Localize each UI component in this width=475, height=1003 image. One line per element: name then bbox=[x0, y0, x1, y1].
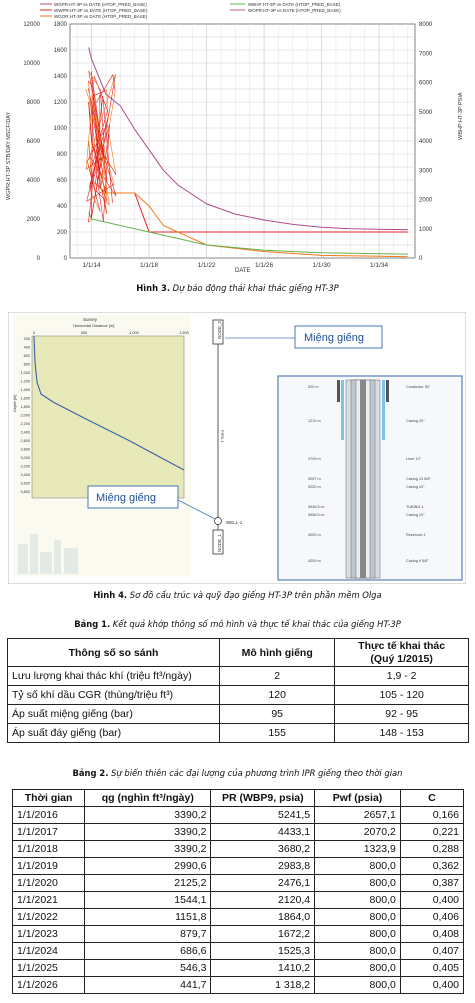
table-row bbox=[13, 977, 464, 994]
y-tick-label: 600 bbox=[56, 178, 67, 184]
y-tick-label: 10000 bbox=[23, 61, 40, 67]
y-tick-label: 7000 bbox=[419, 51, 433, 58]
table-cell: 1672,2 bbox=[211, 926, 315, 943]
table-cell: 2070,2 bbox=[315, 824, 401, 841]
x-tick-label: 1/1/30 bbox=[312, 262, 331, 269]
y-tick-label: 800 bbox=[56, 152, 67, 158]
x-tick-label: 1/1/34 bbox=[370, 262, 389, 269]
table-cell: 0,406 bbox=[400, 909, 463, 926]
y-tick-label: 0 bbox=[63, 256, 67, 262]
figure4-caption bbox=[0, 590, 475, 600]
y-tick-label: 1000 bbox=[419, 226, 433, 233]
well-component-label: TUBING-1 bbox=[406, 505, 424, 509]
table-cell: Lưu lượng khai thác khí (triệu ft³/ngày) bbox=[8, 667, 220, 686]
table-row bbox=[13, 960, 464, 977]
callout-bottom-text: Miệng giếng bbox=[96, 492, 156, 504]
table-row bbox=[13, 858, 464, 875]
survey-plot bbox=[12, 315, 191, 577]
header-line-1: Thực tế khai thác bbox=[358, 640, 446, 652]
survey-y-tick: 3,400 bbox=[20, 473, 30, 477]
table-cell: 1/1/2026 bbox=[13, 977, 85, 994]
table-cell: 1410,2 bbox=[211, 960, 315, 977]
survey-y-tick: 3,200 bbox=[20, 464, 30, 469]
table-cell: Áp suất đáy giếng (bar) bbox=[8, 724, 220, 743]
caption-label: Bảng 2. bbox=[72, 768, 109, 778]
well-component-label: Reservoir-1 bbox=[406, 533, 426, 537]
caption-label: Hình 4. bbox=[93, 590, 128, 600]
table-cell: 1/1/2023 bbox=[13, 926, 85, 943]
well-depth-label: 3250 m bbox=[308, 485, 321, 489]
table-cell: 0,400 bbox=[400, 977, 463, 994]
table-cell: 3390,2 bbox=[85, 807, 211, 824]
table-cell: 120 bbox=[220, 686, 335, 705]
table-cell: 0,288 bbox=[400, 841, 463, 858]
table-row bbox=[13, 943, 464, 960]
y-tick-label: 0 bbox=[419, 256, 423, 262]
survey-y-tick: 3,000 bbox=[20, 456, 30, 460]
survey-x-tick: 0 bbox=[32, 331, 36, 335]
table-cell: 800,0 bbox=[315, 977, 401, 994]
table-cell: 1/1/2021 bbox=[13, 892, 85, 909]
well-schematic-figure bbox=[8, 312, 466, 584]
table-cell: 0,400 bbox=[400, 892, 463, 909]
table-cell: 2120,4 bbox=[211, 892, 315, 909]
survey-subtitle: Horizontal Distance [m] bbox=[73, 323, 115, 328]
table-cell: 2990,6 bbox=[85, 858, 211, 875]
survey-y-tick: 3,600 bbox=[20, 481, 30, 486]
y-tick-label: 8000 bbox=[26, 100, 40, 106]
table-cell: 2983,8 bbox=[211, 858, 315, 875]
caption-label: Hình 3. bbox=[136, 283, 170, 293]
y-tick-label: 5000 bbox=[419, 109, 433, 116]
table-row bbox=[13, 841, 464, 858]
table-cell: 0,408 bbox=[400, 926, 463, 943]
node-2-label: NODE_2 bbox=[217, 320, 222, 339]
column-header: Thông số so sánh bbox=[8, 639, 220, 667]
figure3-caption bbox=[0, 283, 475, 293]
table-cell: 1525,3 bbox=[211, 943, 315, 960]
table-cell: 1/1/2025 bbox=[13, 960, 85, 977]
table-cell: 546,3 bbox=[85, 960, 211, 977]
well-component-label: Conductor 30" bbox=[406, 385, 431, 389]
table-cell: 800,0 bbox=[315, 875, 401, 892]
table-row bbox=[8, 705, 469, 724]
table-cell: 1/1/2017 bbox=[13, 824, 85, 841]
survey-y-tick: 200 bbox=[23, 337, 30, 341]
table-cell: 879,7 bbox=[85, 926, 211, 943]
table-cell: 686,6 bbox=[85, 943, 211, 960]
column-header: Mô hình giếng bbox=[220, 639, 335, 667]
table-cell: 5241,5 bbox=[211, 807, 315, 824]
table-row bbox=[8, 667, 469, 686]
y-tick-label: 8000 bbox=[419, 22, 433, 28]
y-tick-label: 12000 bbox=[23, 22, 40, 28]
survey-y-tick: 600 bbox=[23, 354, 30, 358]
x-tick-label: 1/1/14 bbox=[82, 262, 101, 269]
y-tick-label: 2000 bbox=[26, 217, 40, 223]
y-tick-label: 3000 bbox=[419, 168, 433, 175]
survey-title: Survey bbox=[83, 317, 98, 322]
column-header: Thời gian bbox=[13, 790, 85, 807]
table-cell: 1/1/2016 bbox=[13, 807, 85, 824]
well-label: WELL-1 bbox=[226, 520, 243, 525]
table-row bbox=[13, 875, 464, 892]
y-tick-label: 6000 bbox=[26, 139, 40, 145]
table-cell: 2125,2 bbox=[85, 875, 211, 892]
table-cell: 1151,8 bbox=[85, 909, 211, 926]
caption-text: Sự biến thiên các đại lượng của phương trình IPR giếng theo thời gian bbox=[108, 768, 403, 778]
table-row bbox=[8, 686, 469, 705]
column-header: Pwf (psia) bbox=[315, 790, 401, 807]
table2-caption bbox=[0, 768, 475, 778]
table-cell: 3680,2 bbox=[211, 841, 315, 858]
table-cell: 800,0 bbox=[315, 858, 401, 875]
header-line-2: (Quý 1/2015) bbox=[370, 652, 433, 665]
well-depth-label: 3956.5 m bbox=[308, 513, 324, 517]
well-depth-label: 4000 m bbox=[308, 533, 321, 537]
legend-entry: WGOR:HT-3P vs DATE (HTOP_PRED_BASE) bbox=[54, 14, 148, 19]
table-cell: 2657,1 bbox=[315, 807, 401, 824]
well-depth-label: 2709 m bbox=[308, 457, 321, 461]
table-cell: 800,0 bbox=[315, 943, 401, 960]
table-cell: 800,0 bbox=[315, 960, 401, 977]
survey-y-tick: 400 bbox=[23, 345, 30, 350]
survey-y-tick: 2,400 bbox=[20, 430, 30, 435]
table-cell: 0,221 bbox=[400, 824, 463, 841]
well-depth-label: 1210 m bbox=[308, 419, 321, 423]
x-tick-label: 1/1/18 bbox=[140, 262, 159, 269]
well-component-label: Liner 10" bbox=[406, 457, 422, 461]
well-node bbox=[215, 518, 222, 525]
callout-top-text: Miệng giếng bbox=[304, 332, 364, 344]
survey-y-tick: 1,000 bbox=[20, 371, 30, 375]
y-tick-label: 1800 bbox=[53, 22, 67, 28]
column-header: C bbox=[400, 790, 463, 807]
table-row bbox=[13, 926, 464, 943]
x-tick-label: 1/1/22 bbox=[197, 262, 216, 269]
table-cell: 0,362 bbox=[400, 858, 463, 875]
y-tick-label: 6000 bbox=[419, 80, 433, 87]
survey-y-tick: 1,800 bbox=[20, 405, 30, 409]
survey-y-tick: 2,800 bbox=[20, 447, 30, 452]
table-body bbox=[13, 807, 464, 994]
well-component-label: Casing 10" bbox=[406, 485, 425, 489]
table-row bbox=[13, 824, 464, 841]
caption-text: Sơ đồ cấu trúc và quỹ đạo giếng HT-3P trên phần mềm Olga bbox=[127, 590, 382, 600]
table-row bbox=[13, 892, 464, 909]
y-axis-right-title: WBHP:HT-3P PSIA bbox=[458, 92, 464, 140]
survey-y-tick: 2,200 bbox=[20, 422, 30, 426]
table-cell: 800,0 bbox=[315, 909, 401, 926]
legend-entry: WWPR:HT-3P vs DATE (HTOP_PRED_BASE) bbox=[54, 8, 148, 13]
well-component-label: Casing 10" bbox=[406, 513, 425, 517]
y-tick-label: 1200 bbox=[53, 100, 67, 106]
well-casing-schematic bbox=[278, 376, 462, 580]
caption-text: Dự báo động thái khai thác giếng HT-3P bbox=[170, 283, 339, 293]
pipe-label: PIPE-1 bbox=[220, 430, 225, 443]
well-component-label: Casing 20" bbox=[406, 419, 425, 423]
legend-entry: WOPR:HT-3P vs DATE (HTOP_PRED_BASE) bbox=[248, 8, 341, 13]
y-tick-label: 1000 bbox=[53, 126, 67, 132]
table-cell: 800,0 bbox=[315, 926, 401, 943]
production-forecast-chart bbox=[0, 0, 475, 280]
x-axis-title: DATE bbox=[235, 268, 251, 274]
survey-y-tick: 1,200 bbox=[20, 379, 30, 384]
table-cell: 1/1/2018 bbox=[13, 841, 85, 858]
survey-y-tick: 1,600 bbox=[20, 396, 30, 401]
table-cell: 155 bbox=[220, 724, 335, 743]
table-cell: 1/1/2020 bbox=[13, 875, 85, 892]
y-tick-label: 1600 bbox=[53, 48, 67, 54]
column-header: qg (nghìn ft³/ngày) bbox=[85, 790, 211, 807]
table-cell: 0,407 bbox=[400, 943, 463, 960]
column-header bbox=[335, 639, 469, 667]
column-header: PR (WBP9, psia) bbox=[211, 790, 315, 807]
table-cell: 1544,1 bbox=[85, 892, 211, 909]
y-tick-label: 0 bbox=[36, 256, 40, 262]
survey-y-tick: 2,600 bbox=[20, 439, 30, 443]
survey-y-tick: 1,400 bbox=[20, 388, 30, 392]
survey-area bbox=[32, 336, 184, 498]
y-tick-label: 2000 bbox=[419, 197, 433, 204]
table-cell: 4433,1 bbox=[211, 824, 315, 841]
survey-x-tick: 1,000 bbox=[129, 331, 139, 335]
table-cell: 1323,9 bbox=[315, 841, 401, 858]
table-cell: 95 bbox=[220, 705, 335, 724]
table-row bbox=[13, 909, 464, 926]
table-cell: 148 - 153 bbox=[335, 724, 469, 743]
y-tick-label: 4000 bbox=[26, 178, 40, 184]
caption-label: Bảng 1. bbox=[74, 619, 111, 629]
table-cell: 3390,2 bbox=[85, 841, 211, 858]
table-header-row bbox=[13, 790, 464, 807]
survey-y-tick: 800 bbox=[23, 362, 30, 367]
y-tick-label: 200 bbox=[56, 230, 67, 236]
caption-text: Kết quả khớp thông số mô hình và thực tế khai thác của giếng HT-3P bbox=[110, 619, 401, 629]
well-depth-label: 4200 m bbox=[308, 559, 321, 563]
table-cell: 0,405 bbox=[400, 960, 463, 977]
table-cell: 800,0 bbox=[315, 892, 401, 909]
y-tick-label: 1400 bbox=[53, 74, 67, 80]
well-depth-label: 320 m bbox=[308, 385, 319, 389]
well-component-label: Casing 9 5/8" bbox=[406, 559, 429, 563]
table-cell: 1 318,2 bbox=[211, 977, 315, 994]
table-cell: 105 - 120 bbox=[335, 686, 469, 705]
table-row bbox=[13, 807, 464, 824]
table-cell: 92 - 95 bbox=[335, 705, 469, 724]
table-cell: 3390,2 bbox=[85, 824, 211, 841]
well-depth-label: 3057 m bbox=[308, 477, 321, 481]
y-tick-label: 400 bbox=[56, 204, 67, 210]
table-cell: Tỷ số khí dầu CGR (thùng/triệu ft³) bbox=[8, 686, 220, 705]
well-depth-label: 3946.5 m bbox=[308, 505, 324, 509]
ipr-variation-table bbox=[12, 789, 464, 994]
table-cell: Áp suất miệng giếng (bar) bbox=[8, 705, 220, 724]
y-tick-label: 4000 bbox=[419, 139, 433, 145]
table-cell: 1/1/2024 bbox=[13, 943, 85, 960]
table-header-row bbox=[8, 639, 469, 667]
table-cell: 441,7 bbox=[85, 977, 211, 994]
table-row bbox=[8, 724, 469, 743]
node-1-label: NODE_1 bbox=[217, 533, 222, 552]
survey-x-tick: 500 bbox=[80, 331, 88, 335]
well-component-label: Casing 13 5/8" bbox=[406, 477, 431, 481]
survey-x-tick: 1,500 bbox=[179, 331, 189, 335]
survey-y-tick: 3,800 bbox=[20, 490, 30, 494]
legend-entry: WBHP:HT-3P vs DATE (HTOP_PRED_BASE) bbox=[248, 2, 341, 7]
table-cell: 1864,0 bbox=[211, 909, 315, 926]
table-cell: 1/1/2019 bbox=[13, 858, 85, 875]
table-cell: 2 bbox=[220, 667, 335, 686]
y-axis-left-title: WGPR:HT-3P STB/DAY MSCF/DAY bbox=[6, 111, 12, 200]
x-tick-label: 1/1/26 bbox=[255, 262, 274, 269]
table-cell: 2476,1 bbox=[211, 875, 315, 892]
survey-y-tick: 2,000 bbox=[20, 413, 30, 418]
survey-y-label: Depth [m] bbox=[12, 394, 17, 412]
table-cell: 0,166 bbox=[400, 807, 463, 824]
model-comparison-table bbox=[7, 638, 469, 743]
table1-caption bbox=[0, 619, 475, 629]
legend-entry: WGPR:HT-3P vs DATE (HTOP_PRED_BASE) bbox=[54, 2, 147, 7]
table-cell: 1/1/2022 bbox=[13, 909, 85, 926]
table-cell: 0,387 bbox=[400, 875, 463, 892]
table-cell: 1,9 - 2 bbox=[335, 667, 469, 686]
